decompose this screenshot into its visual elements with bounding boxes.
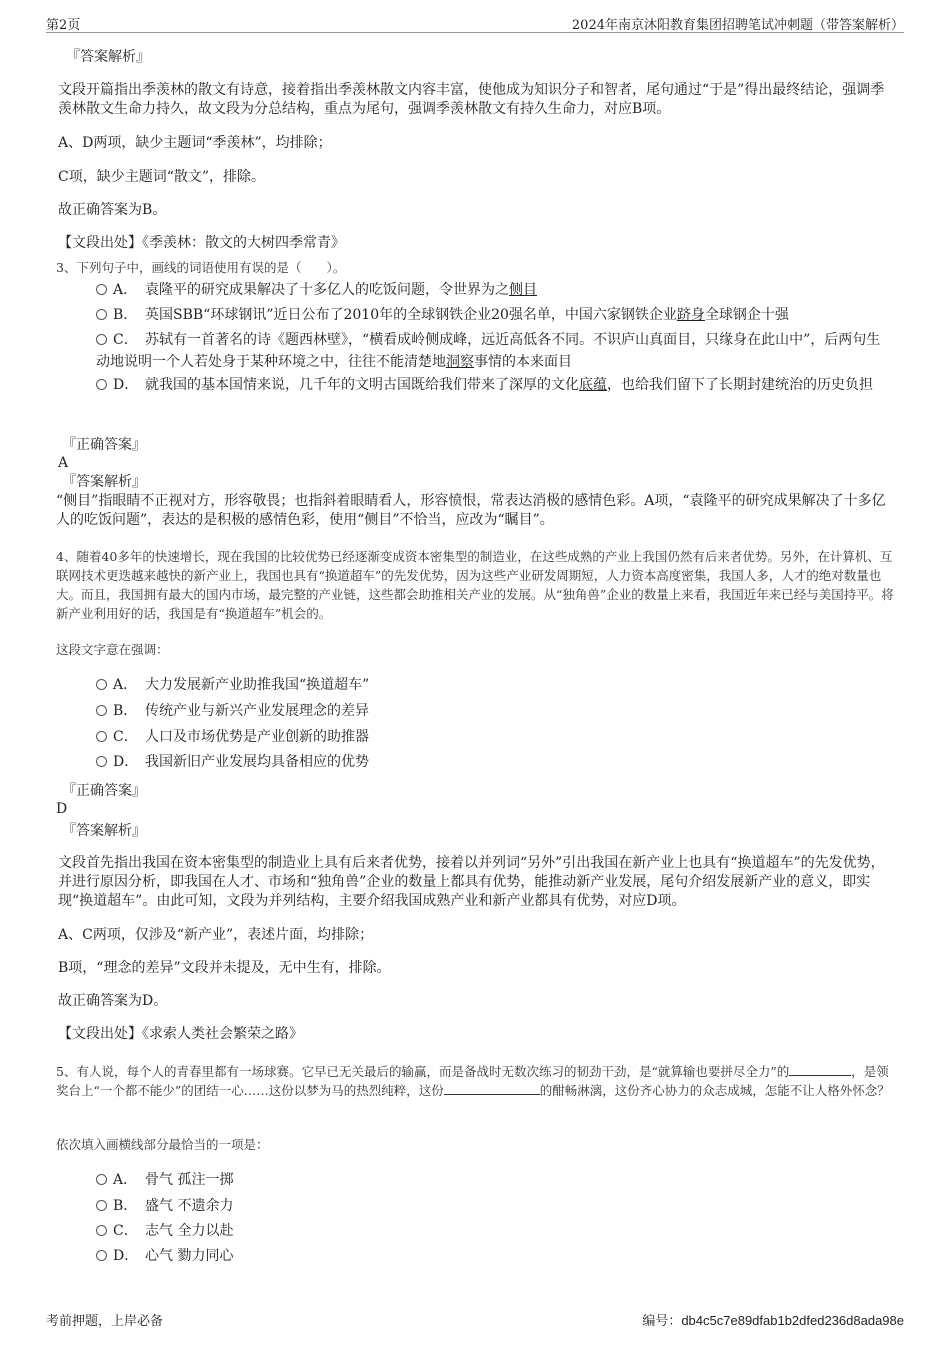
radio-button[interactable]	[96, 756, 107, 767]
underlined-word: 底蕴	[579, 377, 607, 393]
q5-option-d[interactable]: D． 心气 勠力同心	[96, 1245, 886, 1267]
source-citation: 【文段出处】《求索人类社会繁荣之路》	[58, 1026, 303, 1042]
radio-button[interactable]	[96, 705, 107, 716]
question-5-prompt: 依次填入画横线部分最恰当的一项是：	[56, 1137, 269, 1152]
underlined-word: 洞察	[446, 354, 474, 370]
fill-blank-2	[444, 1081, 540, 1095]
analysis-label: 『答案解析』	[62, 823, 146, 839]
analysis-line-ac: A、C两项，仅涉及“新产业”，表述片面，均排除；	[58, 927, 374, 943]
question-4-prompt: 这段文字意在强调：	[56, 642, 169, 657]
fill-blank-1	[789, 1062, 851, 1076]
q5-option-c[interactable]: C． 志气 全力以赴	[96, 1220, 886, 1242]
radio-button[interactable]	[96, 309, 107, 320]
q4-option-b[interactable]: B． 传统产业与新兴产业发展理念的差异	[96, 700, 886, 722]
analysis-conclusion: 故正确答案为B。	[58, 202, 167, 218]
radio-button[interactable]	[96, 731, 107, 742]
correct-answer: A	[58, 455, 69, 471]
document-title: 2024年南京沐阳教育集团招聘笔试冲刺题（带答案解析）	[571, 18, 904, 33]
correct-answer: D	[56, 801, 68, 817]
analysis-line-c: C项，缺少主题词“散文”，排除。	[58, 169, 266, 185]
radio-button[interactable]	[96, 284, 107, 295]
radio-button[interactable]	[96, 1250, 107, 1261]
q3-option-c[interactable]: C． 苏轼有一首著名的诗《题西林壁》，“横看成岭侧成峰，远近高低各不同。不识庐山真面目，只缘身在此山中”，后两句生动地说明一个人若处身于某种环境之中，往往不能清楚地洞察事情的本来面目	[96, 332, 881, 370]
q5-option-a[interactable]: A． 骨气 孤注一掷	[96, 1169, 886, 1191]
q4-option-d[interactable]: D． 我国新旧产业发展均具备相应的优势	[96, 751, 886, 773]
analysis-conclusion: 故正确答案为D。	[58, 993, 168, 1009]
analysis-line-b: B项，“理念的差异”文段并未提及，无中生有，排除。	[58, 960, 391, 976]
page-header	[46, 12, 904, 33]
radio-button[interactable]	[96, 334, 107, 345]
radio-button[interactable]	[96, 379, 107, 390]
underlined-word: 跻身	[676, 307, 705, 323]
analysis-text: “侧目”指眼睛不正视对方，形容敬畏；也指斜着眼睛看人，形容愤恨，常表达消极的感情色彩。A项，“袁隆平的研究成果解决了十多亿人的吃饭问题”，表达的是积极的感情色彩，使用“侧目”不恰当，应改为“瞩目”。	[56, 493, 886, 528]
radio-button[interactable]	[96, 1200, 107, 1211]
q3-option-b[interactable]: B． 英国SBB“环球钢讯”近日公布了2010年的全球钢铁企业20强名单，中国六家钢铁企业跻身全球钢企十强	[96, 304, 886, 326]
analysis-text: 文段开篇指出季羡林的散文有诗意，接着指出季羡林散文内容丰富，使他成为知识分子和智者，尾句通过“于是”得出最终结论，强调季羡林散文生命力持久，故文段为分总结构，重点为尾句，强调季羡林散文有持久生命力，对应B项。	[58, 82, 885, 117]
source-citation: 【文段出处】《季羡林：散文的大树四季常青》	[58, 235, 345, 251]
correct-answer-label: 『正确答案』	[62, 437, 146, 453]
q3-option-d[interactable]: D． 就我国的基本国情来说，几千年的文明古国既给我们带来了深厚的文化底蕴，也给我们留下了长期封建统治的历史负担	[96, 374, 886, 396]
analysis-text: 文段首先指出我国在资本密集型的制造业上具有后来者优势，接着以并列词“另外”引出我国在新产业上也具有“换道超车”的先发优势，并进行原因分析，即我国在人才、市场和“独角兽”企业的数量上都具有优势，能推动新产业发展，尾句介绍发展新产业的意义，即实现“换道超车”。由此可知，文段为并列结构，主要介绍我国成熟产业和新产业都具有优势，对应D项。	[58, 855, 885, 909]
q5-option-b[interactable]: B． 盛气 不遗余力	[96, 1195, 886, 1217]
radio-button[interactable]	[96, 1225, 107, 1236]
correct-answer-label: 『正确答案』	[62, 783, 146, 799]
analysis-line-ad: A、D两项，缺少主题词“季羡林”，均排除；	[58, 135, 332, 151]
q4-option-a[interactable]: A． 大力发展新产业助推我国“换道超车”	[96, 674, 886, 696]
analysis-label: 『答案解析』	[66, 49, 150, 65]
analysis-label: 『答案解析』	[62, 474, 146, 490]
q3-option-a[interactable]: A． 袁隆平的研究成果解决了十多亿人的吃饭问题，令世界为之侧目	[96, 279, 886, 301]
question-5-stem: 5、有人说，每个人的青春里都有一场球赛。它早已无关最后的输赢，而是备战时无数次练习的韧劲干劲，是“就算输也要拼尽全力”的 ，是领奖台上“一个都不能少”的团结一心……这份以梦为马的热烈纯粹，这份 的酣畅淋漓，这份齐心协力的众志成城，怎能不让人格外怀念？	[56, 1064, 890, 1098]
q4-option-c[interactable]: C． 人口及市场优势是产业创新的助推器	[96, 726, 886, 748]
underlined-word: 侧目	[509, 282, 537, 298]
question-4-stem: 4、随着40多年的快速增长，现在我国的比较优势已经逐渐变成资本密集型的制造业，在这些成熟的产业上我国仍然有后来者优势。另外，在计算机、互联网技术更迭越来越快的新产业上，我国也具有“换道超车”的先发优势，因为这些产业研发周期短，人力资本高度密集，我国人多，人才的绝对数量也大。而且，我国拥有最大的国内市场，最完整的产业链，这些都会助推相关产业的发展。从“独角兽”企业的数量上来看，我国近年来已经与美国持平。将新产业利用好的话，我国是有“换道超车”机会的。	[56, 549, 894, 621]
footer-slogan: 考前押题，上岸必备	[46, 1314, 164, 1329]
question-3-stem: 3、下列句子中，画线的词语使用有误的是（ ）。	[56, 260, 346, 275]
document-code: 编号：db4c5c7e89dfab1b2dfed236d8ada98e	[642, 1313, 904, 1329]
radio-button[interactable]	[96, 679, 107, 690]
page-number: 第2页	[46, 18, 81, 33]
radio-button[interactable]	[96, 1174, 107, 1185]
